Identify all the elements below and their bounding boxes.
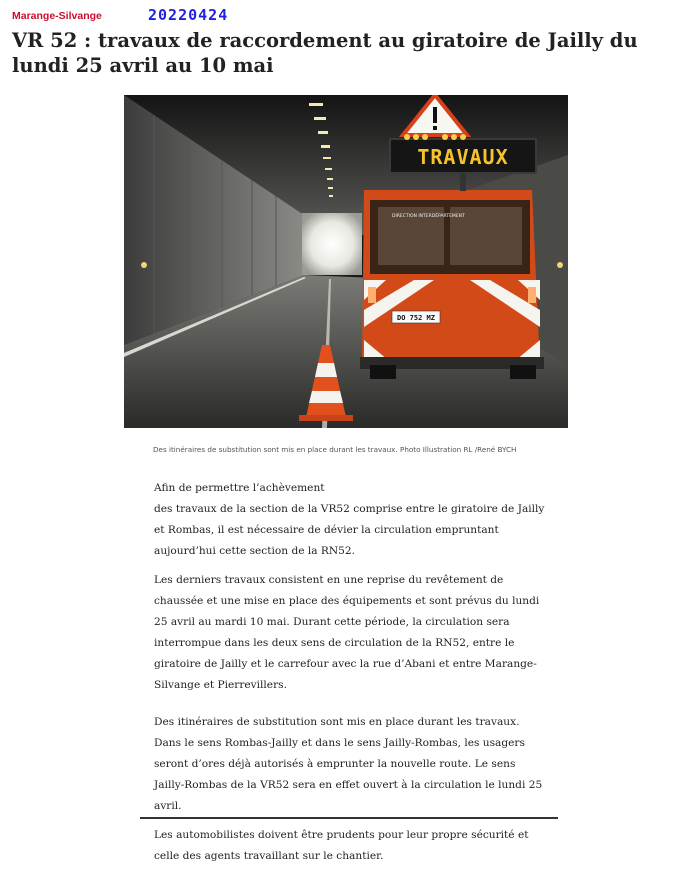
category-label[interactable]: Marange-Silvange bbox=[12, 10, 102, 22]
date-stamp: 20220424 bbox=[148, 6, 229, 24]
article-paragraph-3: Des itinéraires de substitution sont mis en place durant les travaux. Dans le sens Rombas-Jailly et dans le sens Jailly-Rombas, les usagers seront d’ores déjà autorisés à emprunter la nouvelle route. Le sens Jailly-Rombas de la VR52 sera en effet ouvert à la circulation le lundi 25 avril. bbox=[154, 716, 543, 812]
article-photo bbox=[124, 95, 568, 428]
article-paragraph-2: Les derniers travaux consistent en une reprise du revêtement de chaussée et une mise en place des équipements et sont prévus du lundi 25 avril au mardi 10 mai. Durant cette période, la circulation sera interrompue dans les deux sens de circulation de la RN52, entre le giratoire de Jailly et le carrefour avec la rue d’Abani et entre Marange-Silvange et Pierrevillers. bbox=[154, 574, 540, 691]
article-body bbox=[154, 478, 546, 875]
license-plate: DO 752 MZ bbox=[397, 314, 435, 322]
photo-caption: Des itinéraires de substitution sont mis en place durant les travaux. Photo Illustration RL /René BYCH bbox=[153, 445, 517, 454]
sign-text: TRAVAUX bbox=[417, 145, 509, 169]
bottom-divider bbox=[140, 817, 558, 819]
article-paragraph-1 bbox=[154, 478, 546, 562]
works-van-icon bbox=[360, 190, 544, 379]
article-paragraph-4: Les automobilistes doivent être prudents pour leur propre sécurité et celle des agents travaillant sur le chantier. bbox=[154, 829, 529, 862]
tunnel-works-illustration bbox=[124, 95, 568, 428]
article-title: VR 52 : travaux de raccordement au giratoire de Jailly du lundi 25 avril au 10 mai bbox=[12, 29, 638, 77]
article-topbar bbox=[12, 6, 672, 25]
paragraph-1-text: des travaux de la section de la VR52 comprise entre le giratoire de Jailly et Rombas, il est nécessaire de dévier la circulation empruntant aujourd’hui cette section de la RN52. bbox=[154, 503, 545, 557]
van-label: DIRECTION INTERDÉPARTEMENT bbox=[392, 214, 465, 219]
paragraph-1-lead: Afin de permettre l’achèvement bbox=[154, 482, 325, 494]
